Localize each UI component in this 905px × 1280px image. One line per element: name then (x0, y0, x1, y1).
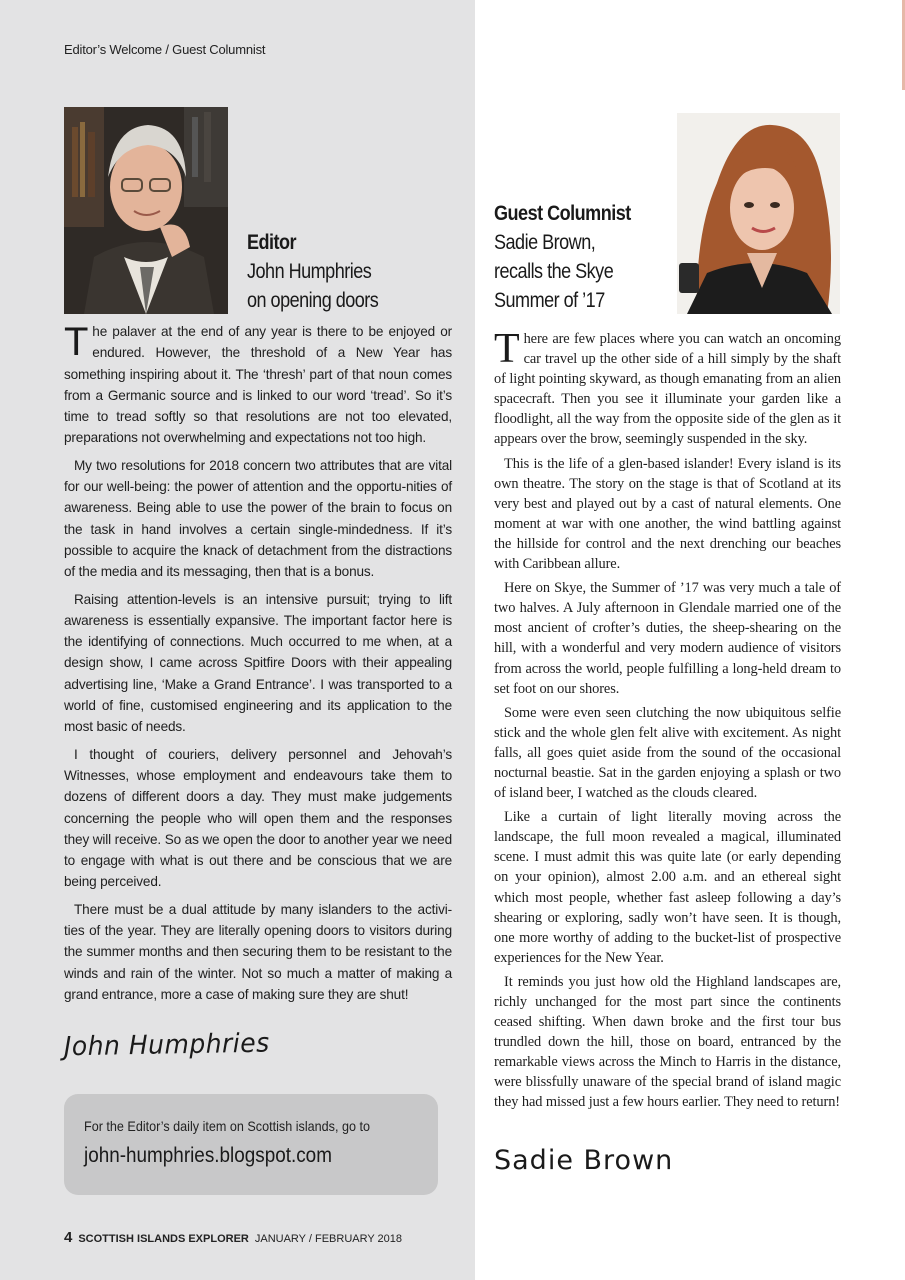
editor-paragraph: I thought of couriers, delivery personnel and Jehovah’s Witnesses, whose employment and endeavours take them to dozens of different doors a day. They must make judgements concerning the people who will open them and the responses they will receive. So as we open the door to another year we need to engage with what is out there and be conscious that we are being perceived. (64, 746, 452, 890)
section-label: Editor’s Welcome / Guest Columnist (64, 42, 266, 57)
editor-heading-title: Editor (247, 231, 297, 254)
guest-paragraph: There are few places where you can watch an oncoming car travel up the other side of a hill simply by the shaft of light pointing skyward, as though emanating from an alien spacecraft. Then you see it illuminate your garden like a floodlight, all the way from the opposite side of the glen as it appears over the brow, seemingly suspended in the sky. (494, 326, 841, 448)
page-number: 4 (64, 1229, 73, 1246)
editor-signature: John Humphries (63, 1027, 270, 1062)
editor-paragraph: The palaver at the end of any year is there to be enjoyed or endured. However, the threshold of a New Year has something inspiring about it. The ‘thresh’ part of that noun comes from a Germanic source and is linked to our word ‘tread’. So it’s time to tread softly so that resolutions are not too elevated, preparations not overwhelming and expectations not too high. (64, 320, 452, 446)
magazine-name: SCOTTISH ISLANDS EXPLORER (78, 1233, 249, 1245)
blog-info-box (64, 1094, 438, 1195)
guest-signature: Sadie Brown (494, 1145, 674, 1176)
editor-paragraph: Raising attention-levels is an intensive pursuit; trying to lift awareness is essentially expansive. The important factor here is the identifying of connections. Much occurred to me when, at a design show, I came across Spitfire Doors with their appealing advertising line, ‘Make a Grand Entrance’. I was transported to a world of fine, customised engineering and its application to the most basic of needs. (64, 591, 452, 735)
editor-heading-topic: on opening doors (247, 289, 379, 312)
blog-info-text: For the Editor’s daily item on Scottish islands, go to (84, 1118, 370, 1134)
guest-photo (677, 113, 840, 314)
guest-heading-topic-2: Summer of ’17 (494, 289, 605, 312)
guest-article-body (494, 326, 841, 1117)
editor-heading (247, 228, 436, 315)
guest-paragraph: Here on Skye, the Summer of ’17 was very much a tale of two halves. A July afternoon in Glendale married one of the most ancient of crofter’s duties, the sheep-shearing on the hill, with a wonderful and very modern audience of visitors from across the world, people fulfilling a long-held dream to set foot on our shores. (494, 580, 841, 697)
guest-heading-title: Guest Columnist (494, 202, 631, 225)
editor-heading-name: John Humphries (247, 260, 372, 283)
guest-paragraph: This is the life of a glen-based islander! Every island is its own theatre. The story on the stage is that of Scotland at its very best and played out by a cast of natural elements. One moment at war with one another, the wind battling against the hillside for control and the next drenching our beaches with Caribbean allure. (494, 455, 841, 573)
guest-dropcap: T (494, 326, 520, 372)
guest-paragraph: Like a curtain of light literally moving across the landscape, the full moon revealed a magical, illuminated scene. I must admit this was quite late (or early depending on your opinion), almost 2.00 a.m. and an ethereal sight which most people, whether fast asleep following a day’s shearing or exploring, sadly won’t have seen. It is though, one more worthy of adding to the bucket-list of prospective experiences for the New Year. (494, 809, 841, 966)
page-footer (64, 1229, 402, 1246)
guest-heading (494, 199, 666, 315)
editor-photo (64, 107, 228, 314)
editor-article-body (64, 321, 452, 1011)
guest-paragraph: It reminds you just how old the Highland landscapes are, richly unchanged for the most part since the continents ceased shifting. When dawn broke and the first tour bus trundled down the hill, those on board, entranced by the remarkable views across the Minch to Harris in the distance, were blissfully unaware of the special brand of island magic they had missed just a few hours earlier. They need to return! (494, 973, 841, 1111)
editor-dropcap: T (64, 320, 89, 364)
guest-heading-topic-1: recalls the Skye (494, 260, 614, 283)
guest-paragraph: Some were even seen clutching the now ubiquitous selfie stick and the whole glen felt alive with excitement. As night falls, all goes quiet aside from the sound of the occasional nocturnal beastie. Sat in the garden enjoying a splash or two of island beer, I watched as the clouds cleared. (494, 704, 841, 802)
editor-paragraph: My two resolutions for 2018 concern two attributes that are vital for our well-being: the power of attention and the opportu-nities of awareness. Being able to use the power of the brain to focus on the task in hand involves a certain single-mindedness. If it’s possible to acquire the knack of detachment from the distractions of the media and its messaging, then that is a bonus. (64, 457, 452, 580)
guest-heading-name: Sadie Brown, (494, 231, 596, 254)
editor-paragraph: There must be a dual attitude by many islanders to the activi-ties of the year. They are literally opening doors to visitors during the summer months and then securing them to be resistant to the winds and rain of the winter. Not so much a matter of making a grand entrance, more a case of making sure they are shut! (64, 901, 452, 1002)
issue-date: JANUARY / FEBRUARY 2018 (254, 1233, 403, 1245)
blog-url-link[interactable]: john-humphries.blogspot.com (84, 1144, 332, 1167)
